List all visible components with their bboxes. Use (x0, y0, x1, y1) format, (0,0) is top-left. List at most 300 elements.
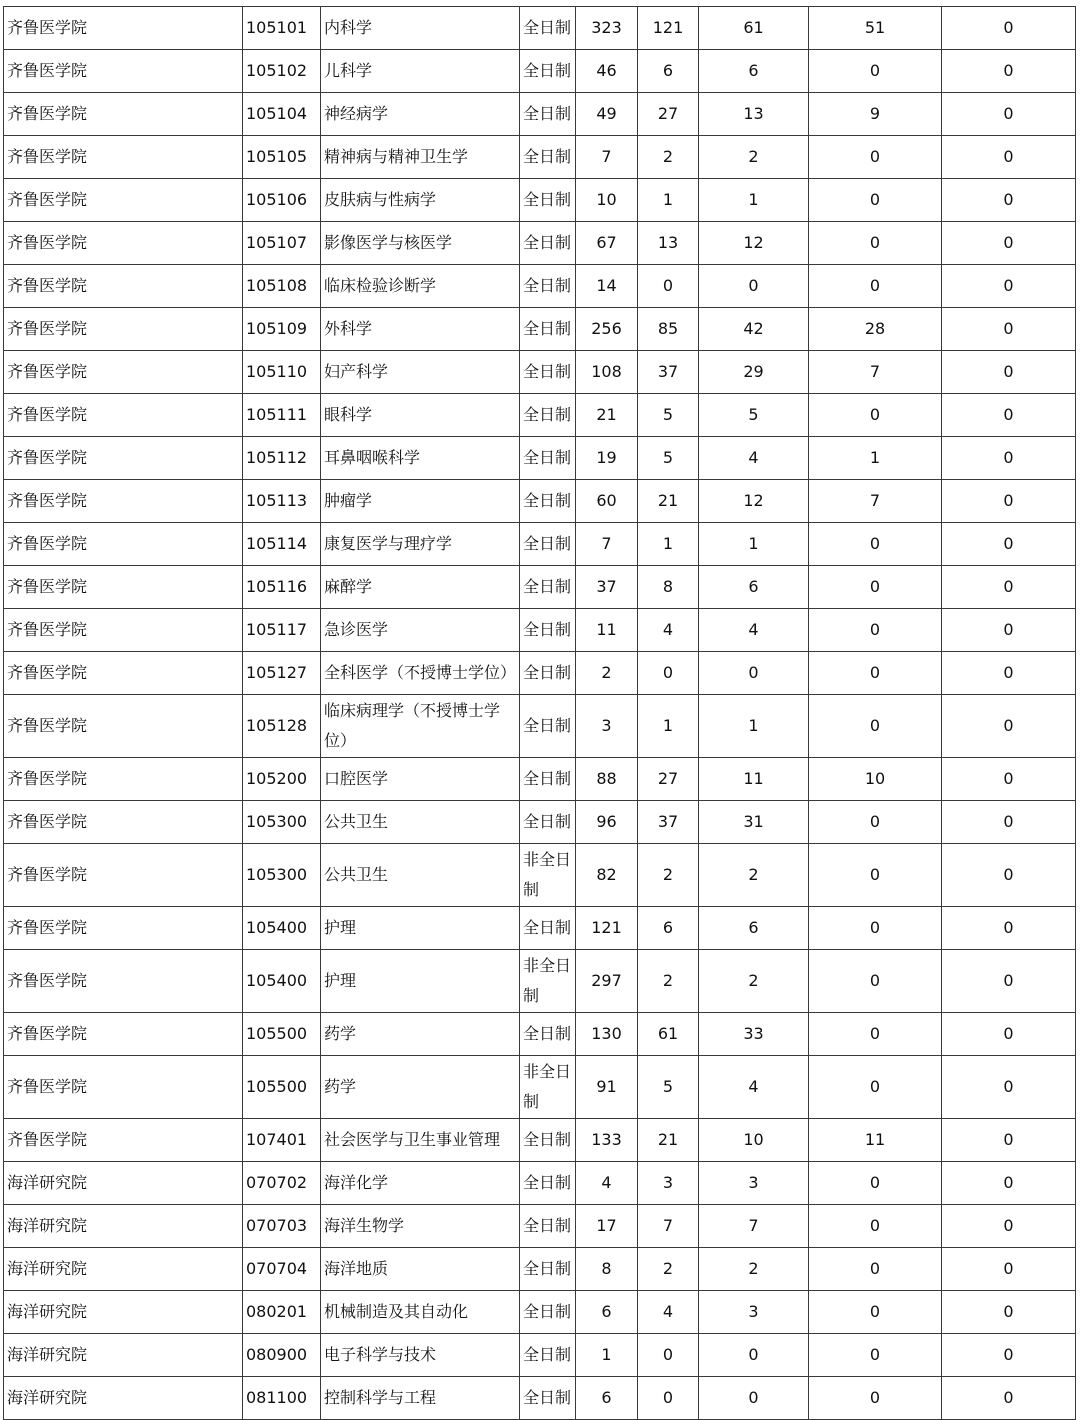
value-cell-3: 3 (699, 1291, 809, 1334)
major-name-cell: 海洋地质 (321, 1248, 520, 1291)
table-row (4, 950, 1076, 1013)
study-mode-cell: 全日制 (520, 308, 576, 351)
study-mode-cell: 全日制 (520, 222, 576, 265)
program-code-cell: 105500 (243, 1013, 321, 1056)
value-cell-2: 7 (638, 1205, 699, 1248)
school-cell: 齐鲁医学院 (4, 523, 243, 566)
value-cell-1: 121 (576, 907, 638, 950)
value-cell-1: 7 (576, 136, 638, 179)
value-cell-2: 0 (638, 1334, 699, 1377)
study-mode-cell: 全日制 (520, 609, 576, 652)
value-cell-4: 0 (809, 179, 942, 222)
value-cell-4: 0 (809, 1056, 942, 1119)
study-mode-cell: 全日制 (520, 394, 576, 437)
study-mode-cell: 全日制 (520, 1162, 576, 1205)
value-cell-5: 0 (942, 1013, 1076, 1056)
value-cell-1: 323 (576, 7, 638, 50)
value-cell-3: 3 (699, 1162, 809, 1205)
value-cell-4: 28 (809, 308, 942, 351)
school-cell: 齐鲁医学院 (4, 437, 243, 480)
table-row (4, 566, 1076, 609)
value-cell-2: 1 (638, 179, 699, 222)
study-mode-cell: 非全日制 (520, 1056, 576, 1119)
value-cell-1: 67 (576, 222, 638, 265)
value-cell-5: 0 (942, 652, 1076, 695)
major-name-cell: 护理 (321, 950, 520, 1013)
value-cell-4: 0 (809, 1013, 942, 1056)
value-cell-1: 256 (576, 308, 638, 351)
program-code-cell: 080900 (243, 1334, 321, 1377)
study-mode-cell: 全日制 (520, 1334, 576, 1377)
value-cell-1: 60 (576, 480, 638, 523)
value-cell-2: 2 (638, 950, 699, 1013)
table-row (4, 265, 1076, 308)
program-code-cell: 080201 (243, 1291, 321, 1334)
table-row (4, 308, 1076, 351)
program-code-cell: 105104 (243, 93, 321, 136)
table-row (4, 801, 1076, 844)
table-row (4, 1162, 1076, 1205)
value-cell-4: 51 (809, 7, 942, 50)
school-cell: 齐鲁医学院 (4, 1119, 243, 1162)
table-row (4, 179, 1076, 222)
table-row (4, 222, 1076, 265)
value-cell-1: 14 (576, 265, 638, 308)
table-row (4, 351, 1076, 394)
value-cell-1: 11 (576, 609, 638, 652)
value-cell-5: 0 (942, 950, 1076, 1013)
value-cell-2: 21 (638, 1119, 699, 1162)
value-cell-3: 6 (699, 907, 809, 950)
value-cell-1: 297 (576, 950, 638, 1013)
table-row (4, 394, 1076, 437)
value-cell-1: 10 (576, 179, 638, 222)
study-mode-cell: 全日制 (520, 566, 576, 609)
major-name-cell: 肿瘤学 (321, 480, 520, 523)
value-cell-2: 85 (638, 308, 699, 351)
value-cell-4: 0 (809, 1291, 942, 1334)
value-cell-2: 121 (638, 7, 699, 50)
study-mode-cell: 全日制 (520, 695, 576, 758)
value-cell-2: 13 (638, 222, 699, 265)
value-cell-3: 13 (699, 93, 809, 136)
program-code-cell: 105111 (243, 394, 321, 437)
value-cell-5: 0 (942, 351, 1076, 394)
value-cell-4: 0 (809, 265, 942, 308)
table-row (4, 1377, 1076, 1420)
value-cell-3: 1 (699, 695, 809, 758)
value-cell-3: 4 (699, 1056, 809, 1119)
major-name-cell: 耳鼻咽喉科学 (321, 437, 520, 480)
value-cell-4: 0 (809, 801, 942, 844)
table-row (4, 7, 1076, 50)
major-name-cell: 药学 (321, 1013, 520, 1056)
value-cell-2: 3 (638, 1162, 699, 1205)
value-cell-1: 46 (576, 50, 638, 93)
value-cell-5: 0 (942, 1291, 1076, 1334)
value-cell-5: 0 (942, 1248, 1076, 1291)
table-row (4, 844, 1076, 907)
major-name-cell: 口腔医学 (321, 758, 520, 801)
table-row (4, 758, 1076, 801)
major-name-cell: 公共卫生 (321, 844, 520, 907)
table-row (4, 523, 1076, 566)
school-cell: 齐鲁医学院 (4, 308, 243, 351)
value-cell-2: 8 (638, 566, 699, 609)
study-mode-cell: 全日制 (520, 179, 576, 222)
value-cell-3: 10 (699, 1119, 809, 1162)
value-cell-3: 11 (699, 758, 809, 801)
program-code-cell: 081100 (243, 1377, 321, 1420)
value-cell-2: 0 (638, 1377, 699, 1420)
value-cell-5: 0 (942, 222, 1076, 265)
study-mode-cell: 全日制 (520, 523, 576, 566)
value-cell-4: 0 (809, 50, 942, 93)
value-cell-5: 0 (942, 1205, 1076, 1248)
value-cell-3: 0 (699, 1377, 809, 1420)
value-cell-2: 0 (638, 652, 699, 695)
major-name-cell: 护理 (321, 907, 520, 950)
major-name-cell: 儿科学 (321, 50, 520, 93)
value-cell-5: 0 (942, 179, 1076, 222)
value-cell-4: 0 (809, 652, 942, 695)
value-cell-1: 133 (576, 1119, 638, 1162)
value-cell-5: 0 (942, 437, 1076, 480)
school-cell: 齐鲁医学院 (4, 480, 243, 523)
value-cell-2: 2 (638, 136, 699, 179)
value-cell-1: 82 (576, 844, 638, 907)
study-mode-cell: 非全日制 (520, 950, 576, 1013)
value-cell-2: 5 (638, 437, 699, 480)
table-row (4, 1291, 1076, 1334)
table-row (4, 609, 1076, 652)
value-cell-2: 61 (638, 1013, 699, 1056)
value-cell-2: 6 (638, 907, 699, 950)
value-cell-3: 0 (699, 652, 809, 695)
value-cell-5: 0 (942, 609, 1076, 652)
study-mode-cell: 全日制 (520, 50, 576, 93)
major-name-cell: 药学 (321, 1056, 520, 1119)
major-name-cell: 眼科学 (321, 394, 520, 437)
major-name-cell: 麻醉学 (321, 566, 520, 609)
value-cell-1: 88 (576, 758, 638, 801)
program-code-cell: 105108 (243, 265, 321, 308)
program-code-cell: 105117 (243, 609, 321, 652)
school-cell: 海洋研究院 (4, 1248, 243, 1291)
value-cell-4: 11 (809, 1119, 942, 1162)
study-mode-cell: 全日制 (520, 758, 576, 801)
value-cell-3: 1 (699, 523, 809, 566)
value-cell-5: 0 (942, 136, 1076, 179)
table-row (4, 1334, 1076, 1377)
table-row (4, 50, 1076, 93)
program-code-cell: 105112 (243, 437, 321, 480)
table-row (4, 1248, 1076, 1291)
program-code-cell: 105300 (243, 844, 321, 907)
program-code-cell: 105200 (243, 758, 321, 801)
school-cell: 海洋研究院 (4, 1205, 243, 1248)
value-cell-1: 4 (576, 1162, 638, 1205)
value-cell-1: 91 (576, 1056, 638, 1119)
value-cell-3: 7 (699, 1205, 809, 1248)
value-cell-5: 0 (942, 566, 1076, 609)
value-cell-3: 5 (699, 394, 809, 437)
value-cell-3: 29 (699, 351, 809, 394)
value-cell-4: 0 (809, 1377, 942, 1420)
study-mode-cell: 全日制 (520, 93, 576, 136)
value-cell-1: 6 (576, 1291, 638, 1334)
value-cell-1: 96 (576, 801, 638, 844)
value-cell-2: 37 (638, 801, 699, 844)
value-cell-4: 7 (809, 351, 942, 394)
table-row (4, 695, 1076, 758)
value-cell-4: 0 (809, 907, 942, 950)
major-name-cell: 临床检验诊断学 (321, 265, 520, 308)
program-code-cell: 105127 (243, 652, 321, 695)
value-cell-4: 0 (809, 1334, 942, 1377)
study-mode-cell: 全日制 (520, 437, 576, 480)
program-code-cell: 105106 (243, 179, 321, 222)
value-cell-5: 0 (942, 480, 1076, 523)
study-mode-cell: 全日制 (520, 801, 576, 844)
school-cell: 齐鲁医学院 (4, 1056, 243, 1119)
major-name-cell: 妇产科学 (321, 351, 520, 394)
value-cell-2: 27 (638, 758, 699, 801)
major-name-cell: 电子科学与技术 (321, 1334, 520, 1377)
value-cell-1: 19 (576, 437, 638, 480)
value-cell-1: 1 (576, 1334, 638, 1377)
major-name-cell: 海洋化学 (321, 1162, 520, 1205)
value-cell-2: 4 (638, 609, 699, 652)
study-mode-cell: 全日制 (520, 7, 576, 50)
value-cell-1: 6 (576, 1377, 638, 1420)
value-cell-1: 8 (576, 1248, 638, 1291)
value-cell-3: 0 (699, 265, 809, 308)
value-cell-4: 1 (809, 437, 942, 480)
value-cell-2: 27 (638, 93, 699, 136)
value-cell-4: 9 (809, 93, 942, 136)
study-mode-cell: 全日制 (520, 136, 576, 179)
major-name-cell: 社会医学与卫生事业管理 (321, 1119, 520, 1162)
value-cell-3: 12 (699, 480, 809, 523)
value-cell-1: 130 (576, 1013, 638, 1056)
program-code-cell: 105300 (243, 801, 321, 844)
value-cell-3: 2 (699, 950, 809, 1013)
study-mode-cell: 全日制 (520, 907, 576, 950)
program-code-cell: 105110 (243, 351, 321, 394)
major-name-cell: 精神病与精神卫生学 (321, 136, 520, 179)
program-code-cell: 105400 (243, 907, 321, 950)
study-mode-cell: 全日制 (520, 1119, 576, 1162)
value-cell-5: 0 (942, 1377, 1076, 1420)
study-mode-cell: 全日制 (520, 1377, 576, 1420)
value-cell-5: 0 (942, 695, 1076, 758)
value-cell-3: 6 (699, 566, 809, 609)
major-name-cell: 海洋生物学 (321, 1205, 520, 1248)
value-cell-2: 5 (638, 1056, 699, 1119)
value-cell-5: 0 (942, 93, 1076, 136)
school-cell: 齐鲁医学院 (4, 566, 243, 609)
value-cell-5: 0 (942, 801, 1076, 844)
table-body (4, 7, 1076, 1420)
major-name-cell: 内科学 (321, 7, 520, 50)
value-cell-4: 0 (809, 222, 942, 265)
value-cell-2: 21 (638, 480, 699, 523)
value-cell-4: 0 (809, 950, 942, 1013)
school-cell: 齐鲁医学院 (4, 907, 243, 950)
value-cell-2: 1 (638, 523, 699, 566)
major-name-cell: 机械制造及其自动化 (321, 1291, 520, 1334)
value-cell-5: 0 (942, 308, 1076, 351)
table-row (4, 1205, 1076, 1248)
major-name-cell: 全科医学（不授博士学位） (321, 652, 520, 695)
school-cell: 海洋研究院 (4, 1377, 243, 1420)
major-name-cell: 公共卫生 (321, 801, 520, 844)
study-mode-cell: 全日制 (520, 351, 576, 394)
major-name-cell: 控制科学与工程 (321, 1377, 520, 1420)
value-cell-4: 10 (809, 758, 942, 801)
value-cell-2: 1 (638, 695, 699, 758)
value-cell-5: 0 (942, 1056, 1076, 1119)
school-cell: 齐鲁医学院 (4, 394, 243, 437)
school-cell: 齐鲁医学院 (4, 950, 243, 1013)
value-cell-2: 0 (638, 265, 699, 308)
school-cell: 齐鲁医学院 (4, 222, 243, 265)
value-cell-5: 0 (942, 50, 1076, 93)
school-cell: 齐鲁医学院 (4, 609, 243, 652)
value-cell-1: 7 (576, 523, 638, 566)
study-mode-cell: 全日制 (520, 1205, 576, 1248)
value-cell-4: 0 (809, 1205, 942, 1248)
value-cell-5: 0 (942, 907, 1076, 950)
value-cell-4: 0 (809, 394, 942, 437)
major-name-cell: 影像医学与核医学 (321, 222, 520, 265)
program-code-cell: 070702 (243, 1162, 321, 1205)
value-cell-5: 0 (942, 1119, 1076, 1162)
table-row (4, 1119, 1076, 1162)
major-name-cell: 急诊医学 (321, 609, 520, 652)
value-cell-5: 0 (942, 523, 1076, 566)
value-cell-4: 0 (809, 844, 942, 907)
value-cell-1: 2 (576, 652, 638, 695)
value-cell-3: 2 (699, 1248, 809, 1291)
table-row (4, 437, 1076, 480)
program-code-cell: 107401 (243, 1119, 321, 1162)
major-name-cell: 神经病学 (321, 93, 520, 136)
value-cell-2: 4 (638, 1291, 699, 1334)
value-cell-3: 4 (699, 437, 809, 480)
value-cell-4: 0 (809, 695, 942, 758)
study-mode-cell: 非全日制 (520, 844, 576, 907)
program-code-cell: 105113 (243, 480, 321, 523)
school-cell: 海洋研究院 (4, 1334, 243, 1377)
value-cell-3: 0 (699, 1334, 809, 1377)
value-cell-1: 3 (576, 695, 638, 758)
school-cell: 齐鲁医学院 (4, 351, 243, 394)
value-cell-1: 21 (576, 394, 638, 437)
school-cell: 齐鲁医学院 (4, 136, 243, 179)
school-cell: 齐鲁医学院 (4, 652, 243, 695)
table-row (4, 136, 1076, 179)
study-mode-cell: 全日制 (520, 480, 576, 523)
school-cell: 齐鲁医学院 (4, 265, 243, 308)
program-code-cell: 070704 (243, 1248, 321, 1291)
value-cell-4: 0 (809, 1162, 942, 1205)
program-code-cell: 070703 (243, 1205, 321, 1248)
major-name-cell: 临床病理学（不授博士学位） (321, 695, 520, 758)
value-cell-5: 0 (942, 1162, 1076, 1205)
value-cell-1: 17 (576, 1205, 638, 1248)
school-cell: 齐鲁医学院 (4, 758, 243, 801)
value-cell-4: 0 (809, 523, 942, 566)
major-name-cell: 外科学 (321, 308, 520, 351)
program-code-cell: 105107 (243, 222, 321, 265)
value-cell-5: 0 (942, 394, 1076, 437)
value-cell-2: 2 (638, 844, 699, 907)
value-cell-3: 33 (699, 1013, 809, 1056)
value-cell-2: 5 (638, 394, 699, 437)
value-cell-3: 42 (699, 308, 809, 351)
table-row (4, 480, 1076, 523)
school-cell: 海洋研究院 (4, 1162, 243, 1205)
school-cell: 海洋研究院 (4, 1291, 243, 1334)
value-cell-3: 31 (699, 801, 809, 844)
value-cell-3: 4 (699, 609, 809, 652)
value-cell-1: 37 (576, 566, 638, 609)
table-row (4, 1013, 1076, 1056)
value-cell-5: 0 (942, 844, 1076, 907)
table-row (4, 93, 1076, 136)
value-cell-2: 6 (638, 50, 699, 93)
program-code-cell: 105102 (243, 50, 321, 93)
program-code-cell: 105116 (243, 566, 321, 609)
school-cell: 齐鲁医学院 (4, 50, 243, 93)
value-cell-3: 12 (699, 222, 809, 265)
program-code-cell: 105400 (243, 950, 321, 1013)
program-code-cell: 105128 (243, 695, 321, 758)
table-row (4, 907, 1076, 950)
program-code-cell: 105105 (243, 136, 321, 179)
admissions-table (3, 6, 1076, 1420)
major-name-cell: 康复医学与理疗学 (321, 523, 520, 566)
program-code-cell: 105114 (243, 523, 321, 566)
value-cell-4: 0 (809, 136, 942, 179)
school-cell: 齐鲁医学院 (4, 1013, 243, 1056)
program-code-cell: 105101 (243, 7, 321, 50)
study-mode-cell: 全日制 (520, 1248, 576, 1291)
major-name-cell: 皮肤病与性病学 (321, 179, 520, 222)
school-cell: 齐鲁医学院 (4, 179, 243, 222)
value-cell-4: 7 (809, 480, 942, 523)
table-row (4, 652, 1076, 695)
value-cell-2: 2 (638, 1248, 699, 1291)
value-cell-3: 61 (699, 7, 809, 50)
school-cell: 齐鲁医学院 (4, 844, 243, 907)
value-cell-3: 2 (699, 136, 809, 179)
study-mode-cell: 全日制 (520, 652, 576, 695)
school-cell: 齐鲁医学院 (4, 695, 243, 758)
value-cell-5: 0 (942, 265, 1076, 308)
value-cell-5: 0 (942, 1334, 1076, 1377)
value-cell-2: 37 (638, 351, 699, 394)
value-cell-5: 0 (942, 7, 1076, 50)
value-cell-1: 108 (576, 351, 638, 394)
value-cell-3: 6 (699, 50, 809, 93)
program-code-cell: 105109 (243, 308, 321, 351)
value-cell-1: 49 (576, 93, 638, 136)
value-cell-4: 0 (809, 566, 942, 609)
study-mode-cell: 全日制 (520, 265, 576, 308)
